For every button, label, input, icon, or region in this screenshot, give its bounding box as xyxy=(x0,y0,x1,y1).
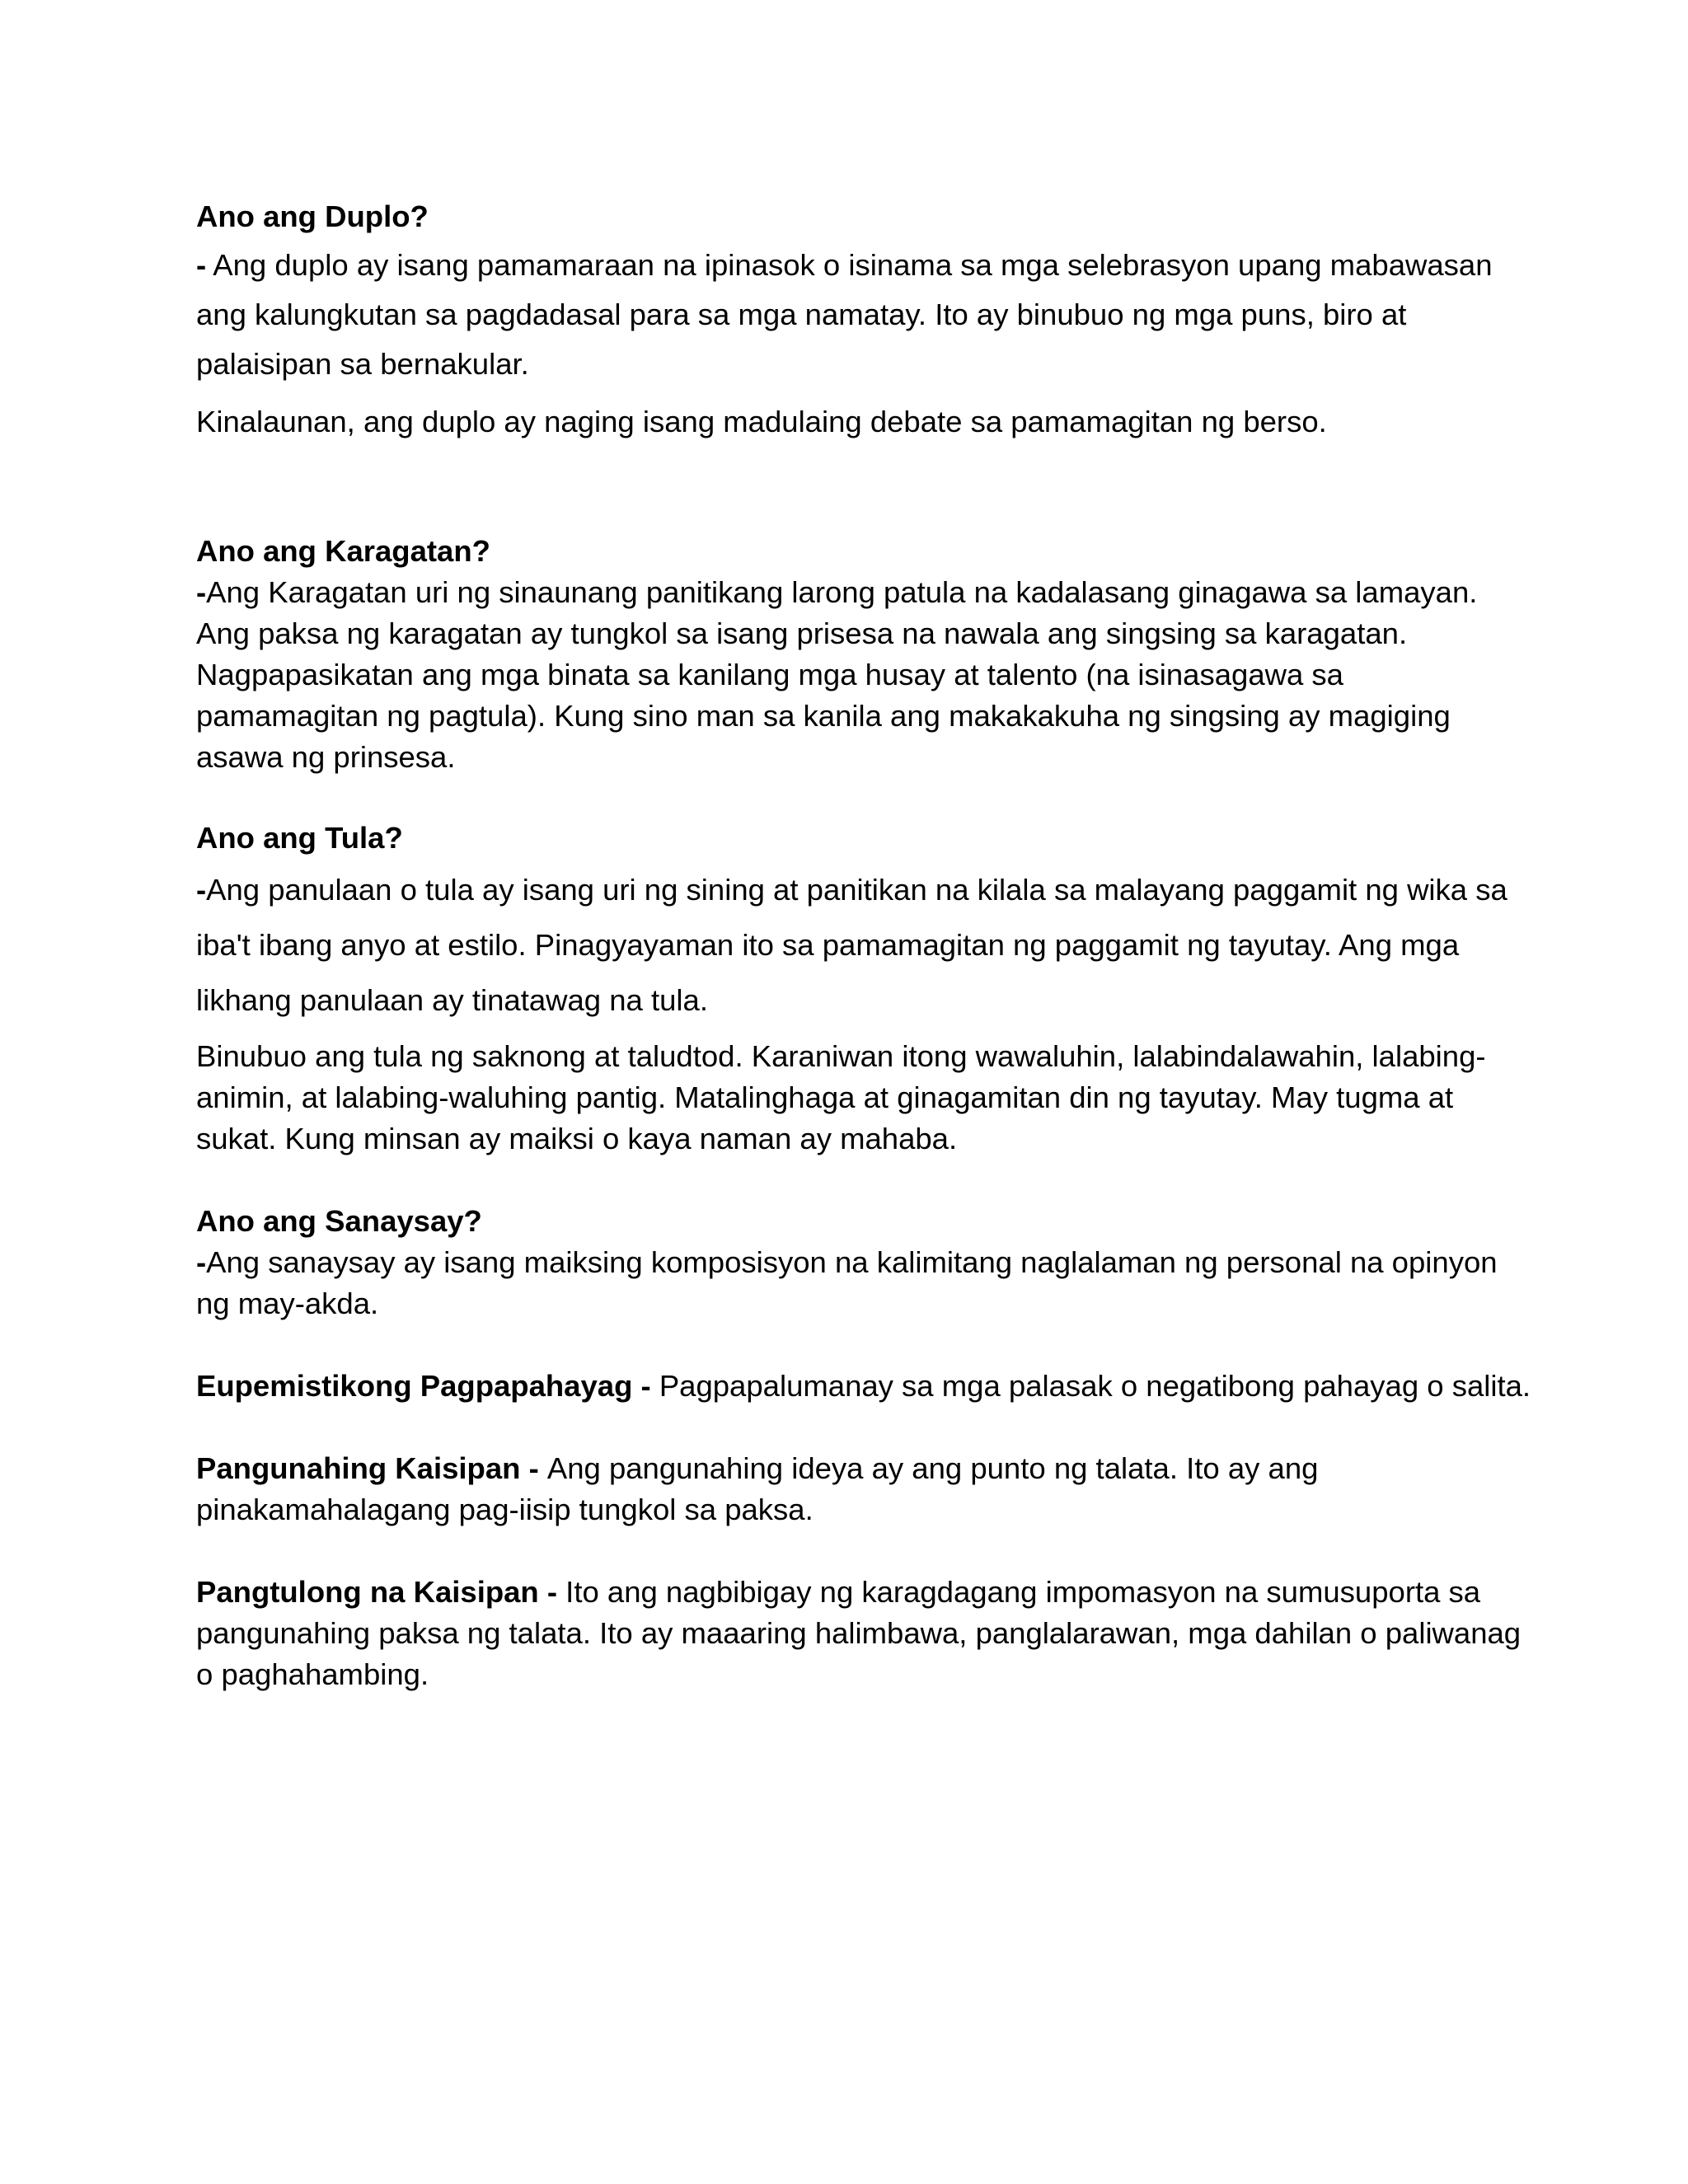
section-heading-duplo: Ano ang Duplo? xyxy=(196,199,429,233)
dash-marker: - xyxy=(196,575,207,609)
section-heading-karagatan: Ano ang Karagatan? xyxy=(196,534,490,568)
definition-text: Ito ang nagbibigay ng karagdagang impomasyon na sumusuporta sa pangunahing paksa ng talata. Ito ay maaaring halimbawa, panglalarawan, mga dahilan o paliwanag o paghahambing. xyxy=(196,1575,1522,1691)
paragraph-text: Ang panulaan o tula ay isang uri ng sining at panitikan na kilala sa malayang paggamit ng wika sa iba't ibang anyo at estilo. Pinagyayaman ito sa pamamagitan ng paggamit ng tayutay. Ang mga likhang panulaan ay tinatawag na tula. xyxy=(196,873,1507,1017)
section-heading-tula: Ano ang Tula? xyxy=(196,821,403,855)
paragraph-duplo-later: Kinalaunan, ang duplo ay naging isang madulaing debate sa pamamagitan ng berso. xyxy=(196,405,1327,438)
paragraph-duplo-definition xyxy=(196,241,1531,389)
section-heading-sanaysay: Ano ang Sanaysay? xyxy=(196,1204,482,1238)
dash-marker: - xyxy=(196,873,207,907)
definition-text: Ang pangunahing ideya ay ang punto ng talata. Ito ay ang pinakamahalagang pag-iisip tungkol sa paksa. xyxy=(196,1451,1319,1526)
definition-eupemistiko xyxy=(196,1366,1531,1407)
paragraph-tula-definition xyxy=(196,862,1531,1028)
definition-term: Eupemistikong Pagpapahayag - xyxy=(196,1369,659,1403)
document-page xyxy=(196,196,1531,1695)
definition-text: Pagpapalumanay sa mga palasak o negatibong pahayag o salita. xyxy=(659,1369,1531,1403)
definition-term: Pangtulong na Kaisipan - xyxy=(196,1575,566,1609)
paragraph-text: Ang duplo ay isang pamamaraan na ipinasok o isinama sa mga selebrasyon upang mabawasan ang kalungkutan sa pagdadasal para sa mga namatay. Ito ay binubuo ng mga puns, biro at palaisipan sa bernakular. xyxy=(196,248,1493,381)
dash-marker: - xyxy=(196,1245,207,1279)
definition-pangtulong-na-kaisipan xyxy=(196,1572,1531,1695)
paragraph-text: Ang sanaysay ay isang maiksing komposisyon na kalimitang naglalaman ng personal na opinyon ng may-akda. xyxy=(196,1245,1498,1320)
paragraph-karagatan-definition xyxy=(196,572,1531,778)
definition-term: Pangunahing Kaisipan - xyxy=(196,1451,547,1485)
paragraph-text: Ang Karagatan uri ng sinaunang panitikang larong patula na kadalasang ginagawa sa lamayan. Ang paksa ng karagatan ay tungkol sa isang prisesa na nawala ang singsing sa karagatan. Nagpapasikatan ang mga binata sa kanilang mga husay at talento (na isinasagawa sa pamamagitan ng pagtula). Kung sino man sa kanila ang makakakuha ng singsing ay magiging asawa ng prinsesa. xyxy=(196,575,1478,774)
paragraph-sanaysay-definition xyxy=(196,1242,1531,1324)
dash-marker: - xyxy=(196,248,207,282)
definition-pangunahing-kaisipan xyxy=(196,1448,1531,1530)
paragraph-tula-structure: Binubuo ang tula ng saknong at taludtod. Karaniwan itong wawaluhin, lalabindalawahin, lalabing-animin, at lalabing-waluhing pantig. Matalinghaga at ginagamitan din ng tayutay. May tugma at sukat. Kung minsan ay maiksi o kaya naman ay mahaba. xyxy=(196,1039,1486,1155)
